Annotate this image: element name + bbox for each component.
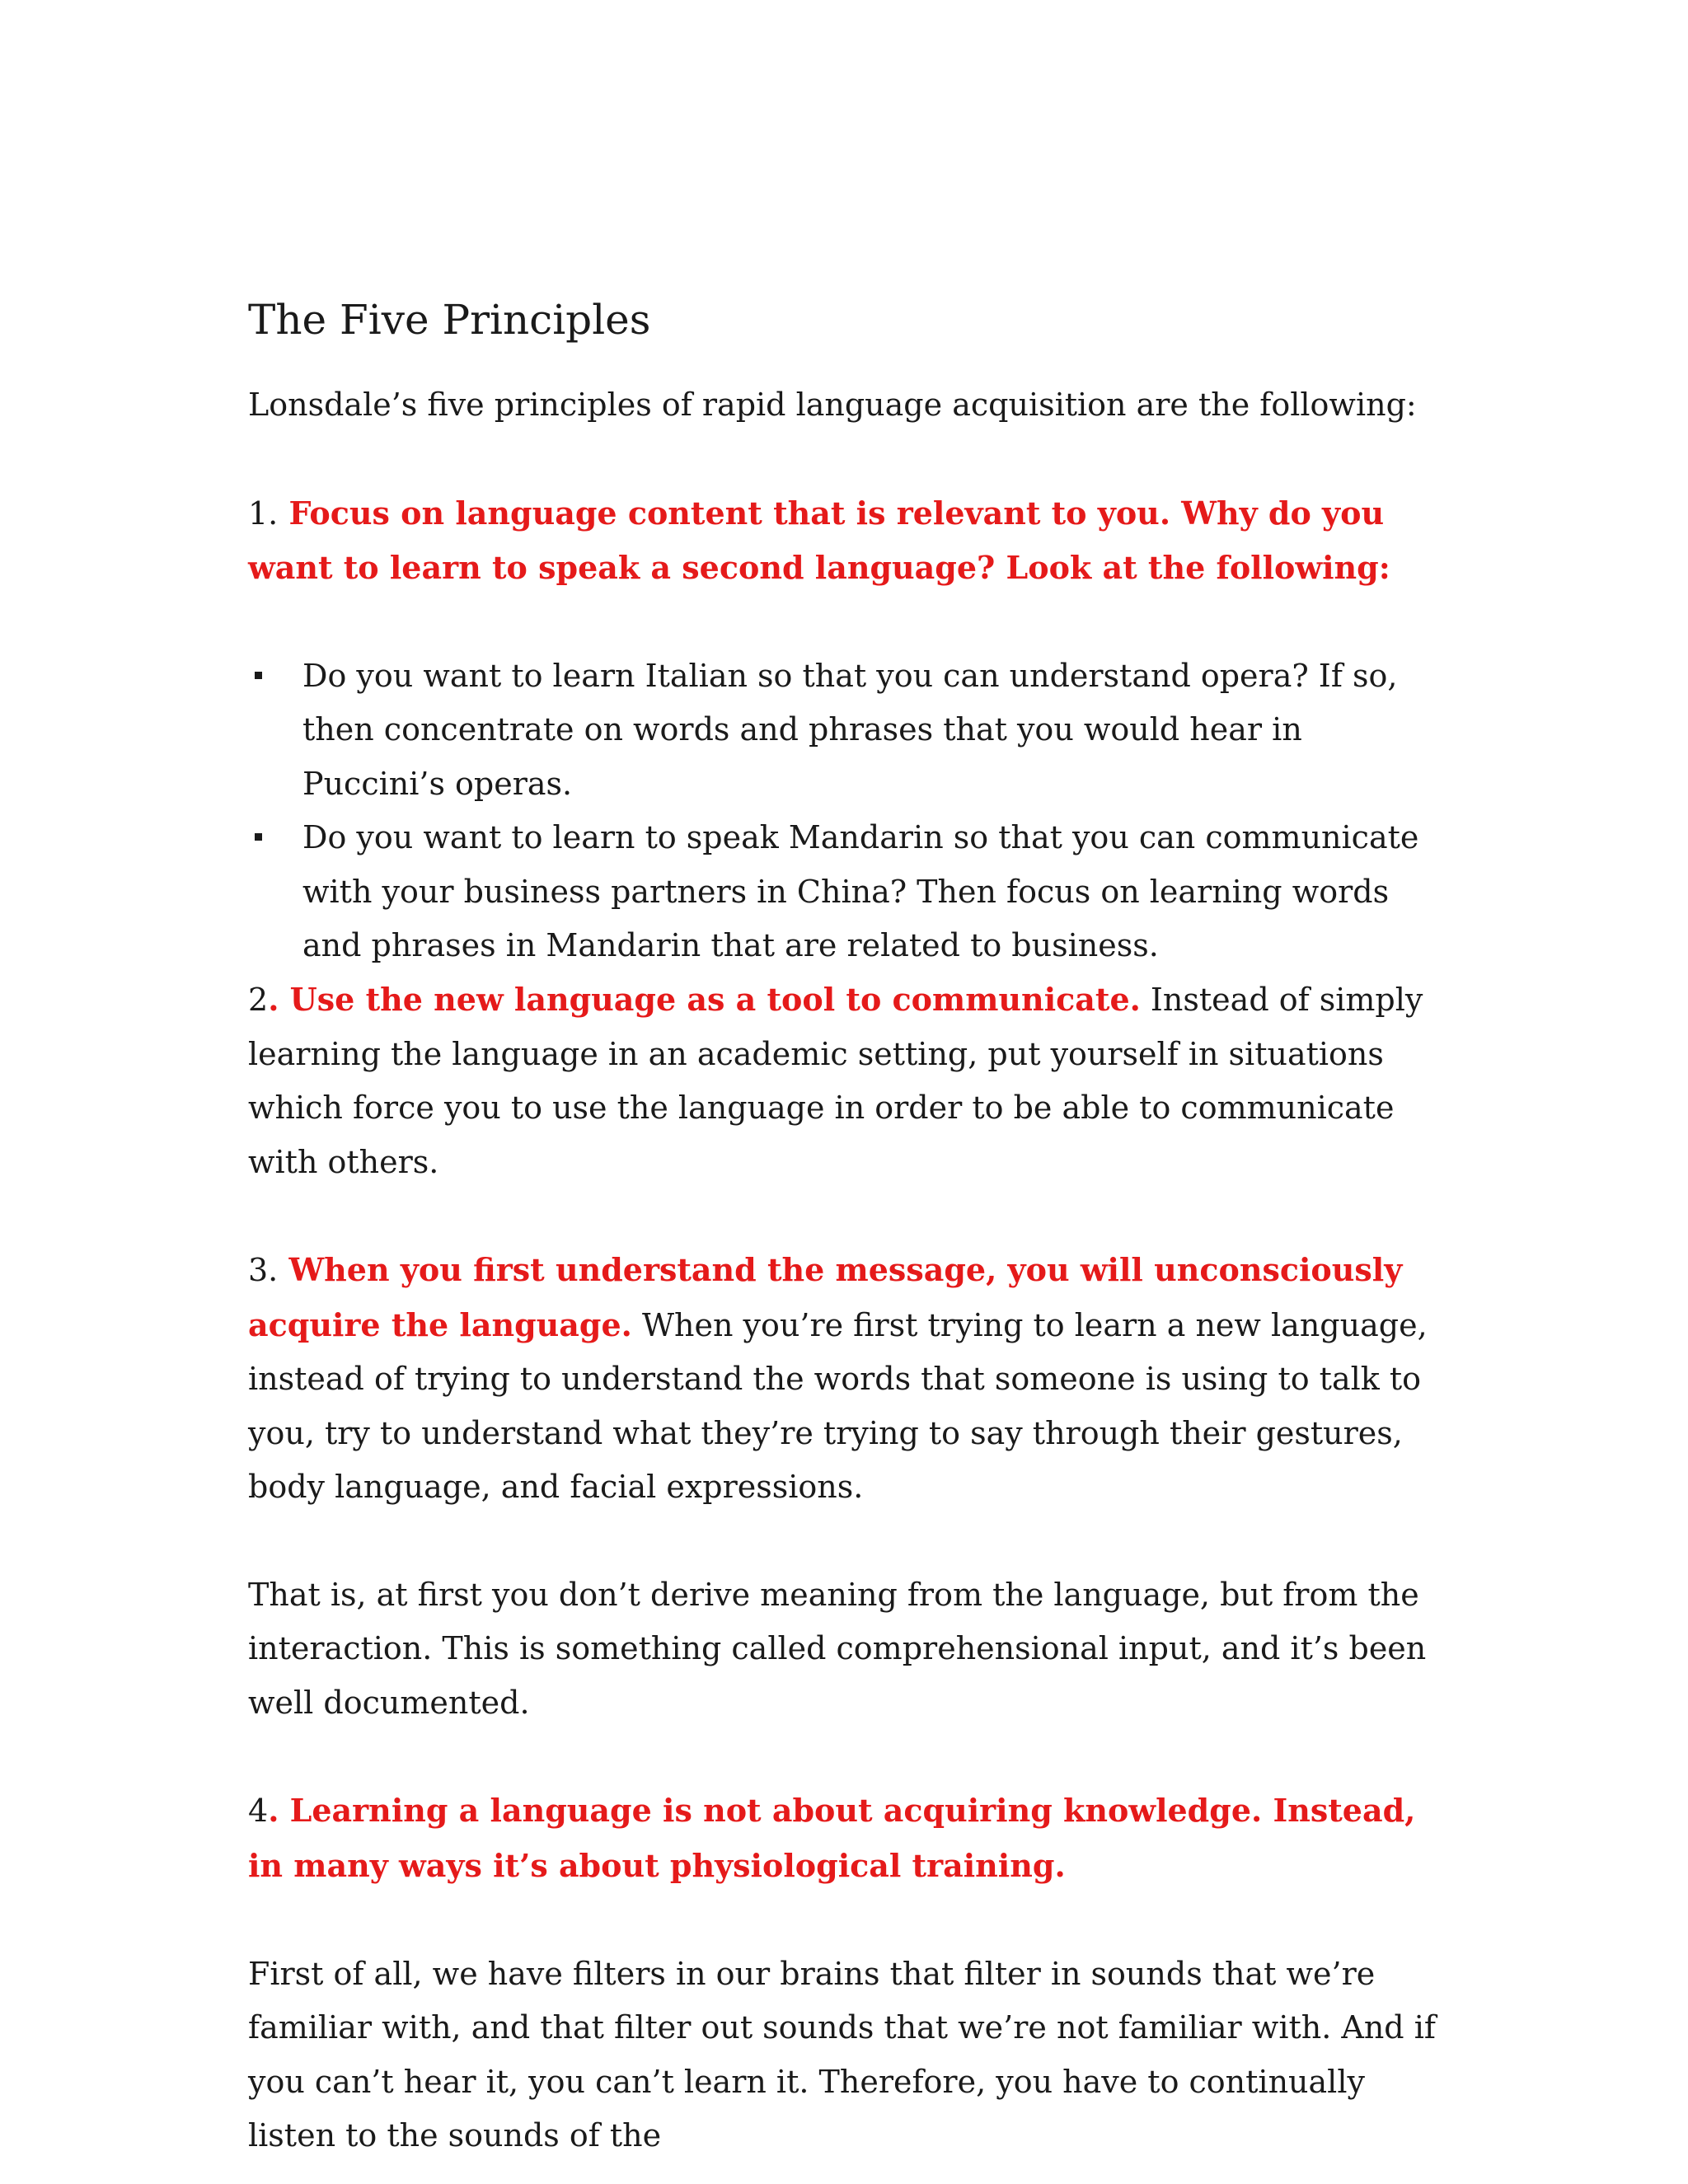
principle-3 — [248, 1243, 1451, 1514]
list-item — [248, 649, 1451, 811]
principle-1-examples — [248, 649, 1451, 972]
section-heading: The Five Principles — [248, 296, 651, 344]
principle-3-heading: When you first understand the message, you will unconsciously acquire the language. — [248, 1251, 1403, 1343]
list-item — [248, 811, 1451, 972]
principle-4 — [248, 1783, 1451, 1893]
square-bullet-icon — [255, 672, 262, 679]
principle-2-heading: . Use the new language as a tool to communicate. — [268, 981, 1141, 1019]
principle-4-number: 4 — [248, 1793, 269, 1830]
principle-2 — [248, 972, 1451, 1189]
list-item-text: Do you want to learn Italian so that you can understand opera? If so, then concentrate on words and phrases that you would hear in Puccini’s operas. — [302, 658, 1398, 802]
principle-3-body: When you’re first trying to learn a new language, instead of trying to understand the words that someone is using to talk to you, try to understand what they’re trying to say through their gestures, body language, and facial expressions. — [248, 1306, 1428, 1506]
square-bullet-icon — [255, 833, 262, 841]
list-item-text: Do you want to learn to speak Mandarin so that you can communicate with your business partners in China? Then focus on learning words and phrases in Mandarin that are related to business. — [302, 819, 1419, 964]
filters-paragraph: First of all, we have filters in our brains that filter in sounds that we’re familiar with, and that filter out sounds that we’re not familiar with. And if you can’t hear it, you can’t learn it. Therefore, you have to continually listen to the sounds of the — [248, 1955, 1436, 2154]
principle-2-number: 2 — [248, 982, 269, 1019]
document-page — [248, 293, 1451, 2163]
principle-1-number: 1. — [248, 494, 279, 532]
principle-3-number: 3. — [248, 1252, 279, 1289]
principle-1 — [248, 486, 1451, 596]
principle-4-heading: . Learning a language is not about acquiring knowledge. Instead, in many ways it’s about physiological training. — [248, 1792, 1416, 1884]
comprehension-paragraph: That is, at first you don’t derive meaning from the language, but from the interaction. This is something called comprehensional input, and it’s been well documented. — [248, 1576, 1427, 1721]
principle-1-heading: Focus on language content that is relevant to you. Why do you want to learn to speak a second language? Look at the following: — [248, 494, 1390, 587]
principle-2-body: Instead of simply learning the language in an academic setting, put yourself in situations which force you to use the language in order to be able to communicate with others. — [248, 982, 1423, 1180]
intro-paragraph: Lonsdale’s five principles of rapid language acquisition are the following: — [248, 387, 1417, 423]
